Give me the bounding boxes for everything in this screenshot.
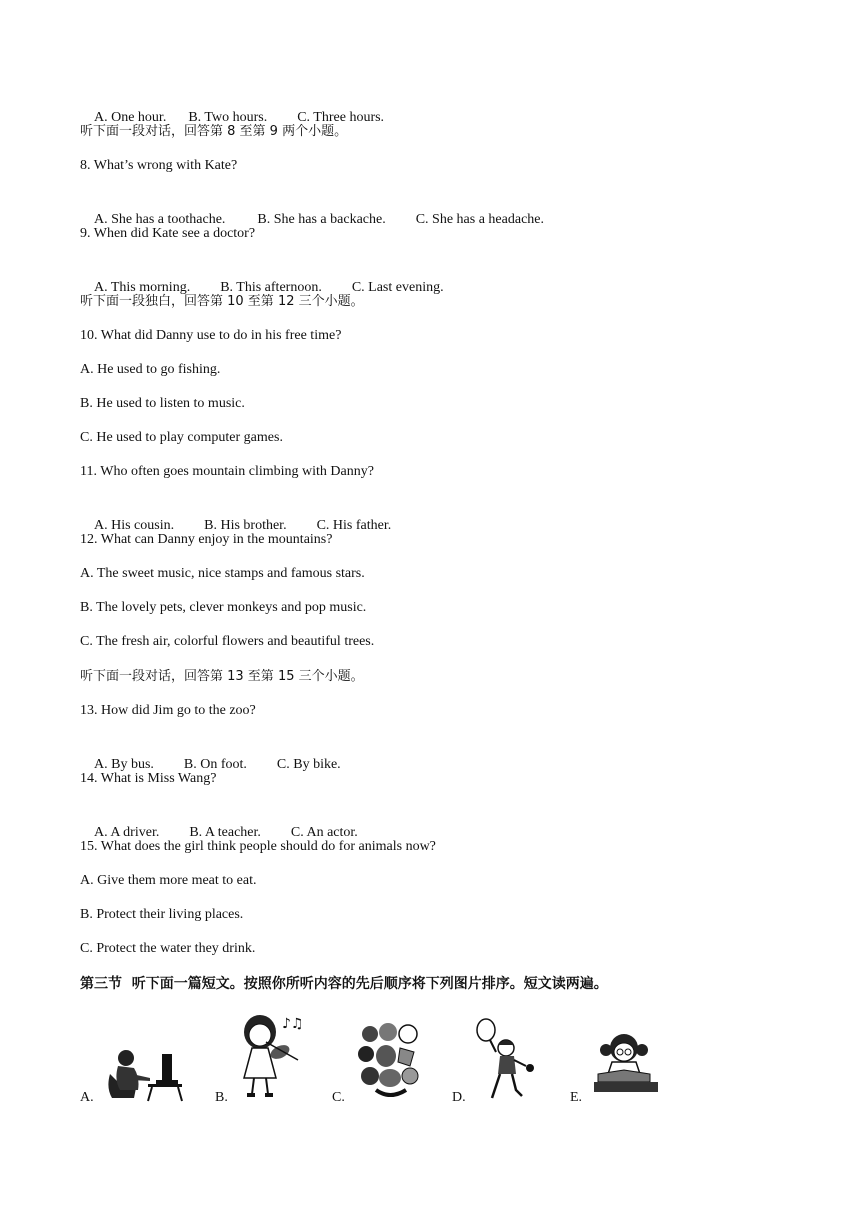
q10-option-a: A. He used to go fishing. xyxy=(80,362,221,377)
question-11: 11. Who often goes mountain climbing with Danny? xyxy=(80,464,374,479)
q12-option-b: B. The lovely pets, clever monkeys and pop music. xyxy=(80,600,367,615)
option-c: C. Three hours. xyxy=(297,110,385,125)
option-b: B. Two hours. xyxy=(188,110,268,125)
option-b: B. This afternoon. xyxy=(220,280,322,295)
section-3-heading: 第三节 听下面一篇短文。按照你所听内容的先后顺序将下列图片排序。短文读两遍。 xyxy=(80,976,608,992)
option-b: B. She has a backache. xyxy=(257,212,386,227)
q10-option-b: B. He used to listen to music. xyxy=(80,396,245,411)
picture-label-d: D. xyxy=(452,1090,466,1105)
question-10: 10. What did Danny use to do in his free time? xyxy=(80,328,342,343)
option-b: B. On foot. xyxy=(183,757,247,772)
violin-girl-icon xyxy=(236,1012,308,1100)
picture-label-a: A. xyxy=(80,1090,94,1105)
question-15: 15. What does the girl think people should do for animals now? xyxy=(80,839,436,854)
tennis-boy-icon xyxy=(472,1018,538,1102)
instruction-q8-9: 听下面一段对话，回答第 8 至第 9 两个小题。 xyxy=(80,124,348,139)
option-c: C. His father. xyxy=(316,518,392,533)
option-a: A. By bus. xyxy=(94,757,154,772)
question-13: 13. How did Jim go to the zoo? xyxy=(80,703,256,718)
option-a: A. This morning. xyxy=(94,280,191,295)
picture-label-b: B. xyxy=(215,1090,228,1105)
instruction-q10-12: 听下面一段独白，回答第 10 至第 12 三个小题。 xyxy=(80,294,364,309)
question-9: 9. When did Kate see a doctor? xyxy=(80,226,256,241)
svg-text:♪♫: ♪♫ xyxy=(282,1016,304,1032)
q15-option-a: A. Give them more meat to eat. xyxy=(80,873,257,888)
question-12: 12. What can Danny enjoy in the mountains? xyxy=(80,532,333,547)
q15-option-b: B. Protect their living places. xyxy=(80,907,244,922)
picture-label-c: C. xyxy=(332,1090,345,1105)
option-c: C. She has a headache. xyxy=(415,212,545,227)
fruit-pile-icon xyxy=(356,1022,424,1100)
instruction-q13-15: 听下面一段对话，回答第 13 至第 15 三个小题。 xyxy=(80,669,364,684)
option-c: C. By bike. xyxy=(276,757,341,772)
option-c: C. An actor. xyxy=(290,825,358,840)
computer-user-icon xyxy=(104,1044,186,1102)
option-b: B. His brother. xyxy=(204,518,287,533)
option-a: A. His cousin. xyxy=(94,518,175,533)
option-c: C. Last evening. xyxy=(351,280,444,295)
q12-option-c: C. The fresh air, colorful flowers and beautiful trees. xyxy=(80,634,375,649)
q12-option-a: A. The sweet music, nice stamps and famous stars. xyxy=(80,566,365,581)
option-a: A. She has a toothache. xyxy=(94,212,226,227)
reading-girl-icon xyxy=(590,1030,660,1096)
q10-option-c: C. He used to play computer games. xyxy=(80,430,283,445)
option-a: A. One hour. xyxy=(94,110,167,125)
q15-option-c: C. Protect the water they drink. xyxy=(80,941,256,956)
question-8: 8. What’s wrong with Kate? xyxy=(80,158,238,173)
option-b: B. A teacher. xyxy=(189,825,261,840)
option-a: A. A driver. xyxy=(94,825,160,840)
question-14: 14. What is Miss Wang? xyxy=(80,771,217,786)
picture-label-e: E. xyxy=(570,1090,583,1105)
